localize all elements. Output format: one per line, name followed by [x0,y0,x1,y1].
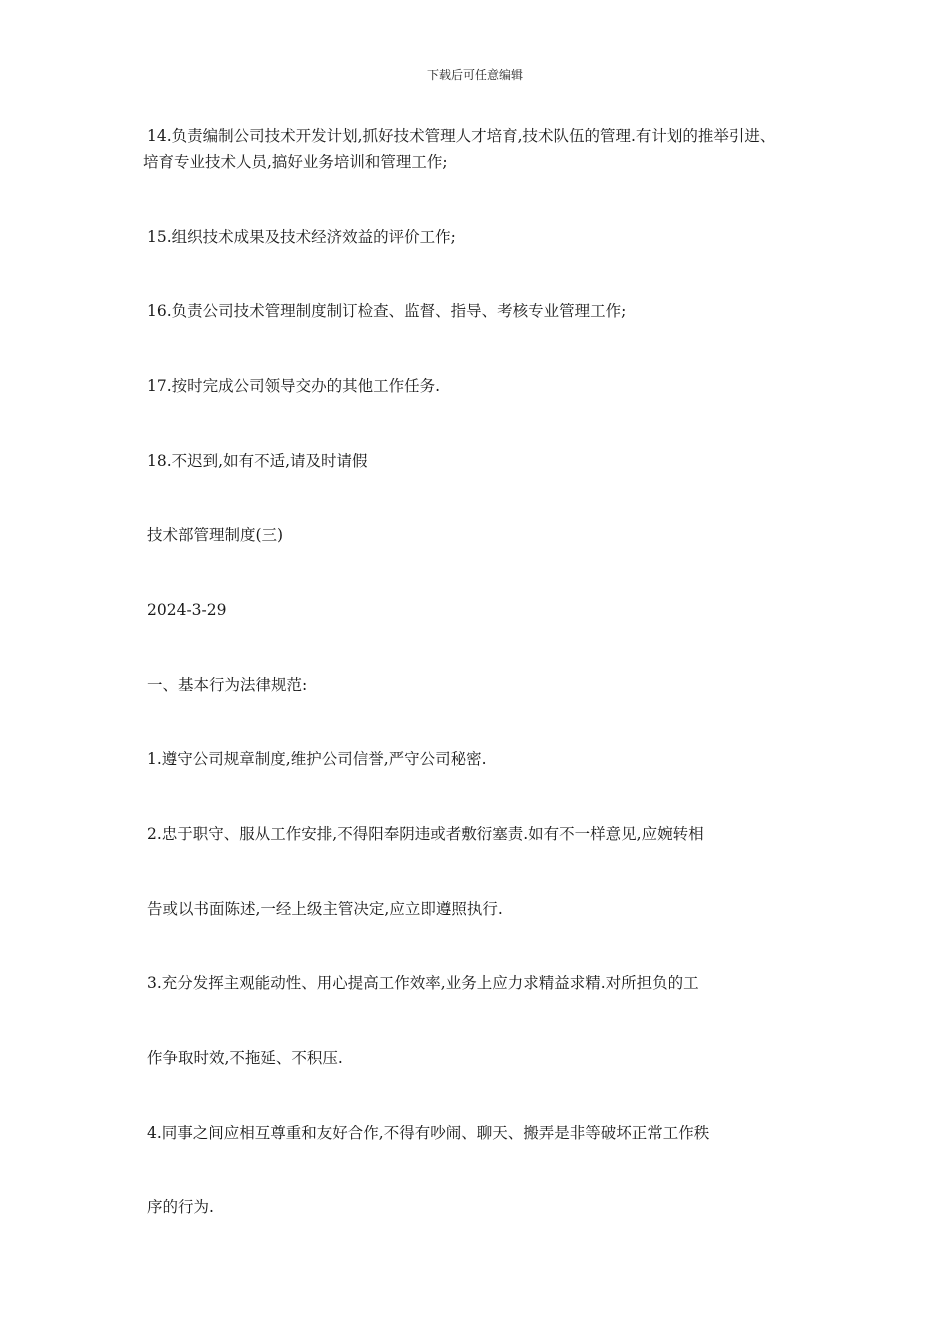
paragraph-14-line1: 14.负责编制公司技术开发计划,抓好技术管理人才培育,技术队伍的管理.有计划的推举引进、 [147,127,776,145]
page-header-note: 下载后可任意编辑 [426,68,523,82]
rule-item-2-line2: 告或以书面陈述,一经上级主管决定,应立即遵照执行. [147,900,503,918]
paragraph-15: 15.组织技术成果及技术经济效益的评价工作; [147,228,456,246]
rule-item-3-line1: 3.充分发挥主观能动性、用心提高工作效率,业务上应力求精益求精.对所担负的工 [147,974,699,992]
paragraph-17: 17.按时完成公司领导交办的其他工作任务. [147,377,441,395]
section-title: 技术部管理制度(三) [147,526,284,544]
paragraph-18: 18.不迟到,如有不适,请及时请假 [147,452,368,470]
section-heading-basic-conduct: 一、基本行为法律规范: [147,676,308,694]
rule-item-3-line2: 作争取时效,不拖延、不积压. [147,1049,343,1067]
paragraph-14-line2: 培育专业技术人员,搞好业务培训和管理工作; [143,153,448,171]
paragraph-16: 16.负责公司技术管理制度制订检查、监督、指导、考核专业管理工作; [147,302,627,320]
document-date: 2024-3-29 [147,601,227,619]
rule-item-4-line2: 序的行为. [147,1198,214,1216]
rule-item-2-line1: 2.忠于职守、服从工作安排,不得阳奉阴违或者敷衍塞责.如有不一样意见,应婉转相 [147,825,704,843]
rule-item-1: 1.遵守公司规章制度,维护公司信誉,严守公司秘密. [147,750,487,768]
rule-item-4-line1: 4.同事之间应相互尊重和友好合作,不得有吵闹、聊天、搬弄是非等破坏正常工作秩 [147,1124,710,1142]
